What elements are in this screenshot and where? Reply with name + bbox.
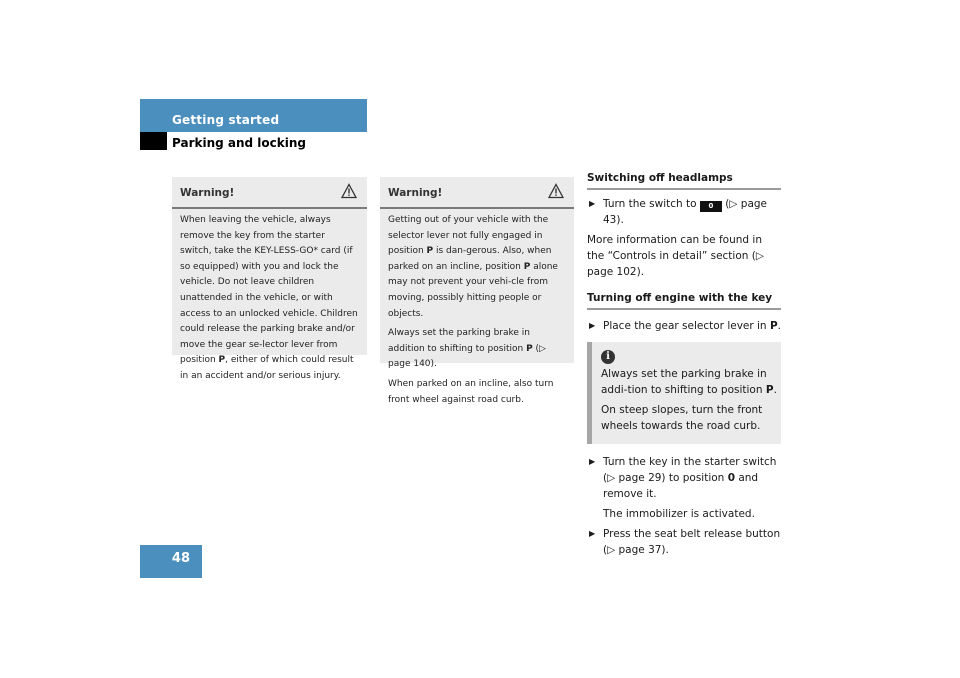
- bullet-arrow-icon: ▶: [589, 321, 596, 330]
- page-number-box: [140, 545, 202, 578]
- warning-text: Getting out of your vehicle with the selector lever not fully engaged in position P is dan-gerous. Also, when parked on an incline, position P alone may not prevent your vehi-cle from moving, possibly hitting people or objects.: [388, 215, 558, 319]
- step-seat-belt: ▶ Press the seat belt release button (▷ page 37).: [589, 528, 781, 556]
- warning-box-1: [172, 177, 367, 381]
- bullet-arrow-icon: ▶: [589, 457, 596, 466]
- bullet-arrow-icon: ▶: [589, 199, 596, 208]
- warning-triangle-icon: [548, 183, 564, 199]
- headlamp-switch-zero-icon: 0: [700, 201, 722, 212]
- section-title-headlamps: Switching off headlamps: [587, 170, 781, 190]
- warning-text: Always set the parking brake in addition to shifting to position P (▷ page 140).: [388, 328, 546, 370]
- section-title-engine-off: Turning off engine with the key: [587, 290, 781, 310]
- step-gear-selector: ▶ Place the gear selector lever in P.: [589, 320, 781, 332]
- info-note: [587, 342, 781, 444]
- warning-box-2: [380, 177, 574, 405]
- instructions-column: [587, 170, 781, 562]
- page-number: 48: [171, 551, 190, 566]
- warning-text: When leaving the vehicle, always remove the key from the starter switch, take the KEY-LESS-GO* card (if so equipped) with you and lock the vehicle. Do not leave children unattended in the vehicle, or with access to an unlocked vehicle. Children could release the parking brake and/or move the gear se-lector lever from position P, either of which could result in an accident and/or serious injury.: [180, 215, 358, 381]
- warning-triangle-icon: [341, 183, 357, 199]
- step-turn-key: ▶ Turn the key in the starter switch (▷ page 29) to position 0 and remove it.: [589, 456, 777, 500]
- bullet-arrow-icon: ▶: [589, 529, 596, 538]
- note-text: Always set the parking brake in addi-tion to shifting to position P.: [601, 368, 777, 396]
- warning-text: When parked on an incline, also turn front wheel against road curb.: [388, 378, 554, 405]
- section-marker: [140, 132, 167, 150]
- warning-title: Warning!: [388, 187, 443, 199]
- more-info-text: More information can be found in the “Controls in detail” section (▷ page 102).: [587, 234, 764, 278]
- step-result-text: The immobilizer is activated.: [603, 508, 755, 520]
- section-subtitle: Parking and locking: [172, 136, 306, 150]
- warning-title: Warning!: [180, 187, 235, 199]
- note-text: On steep slopes, turn the front wheels towards the road curb.: [601, 404, 763, 432]
- chapter-title: Getting started: [172, 113, 280, 127]
- step-headlamps: ▶ Turn the switch to 0 (▷ page 43).: [589, 198, 767, 226]
- note-bar: [587, 342, 592, 444]
- info-icon: i: [601, 350, 615, 364]
